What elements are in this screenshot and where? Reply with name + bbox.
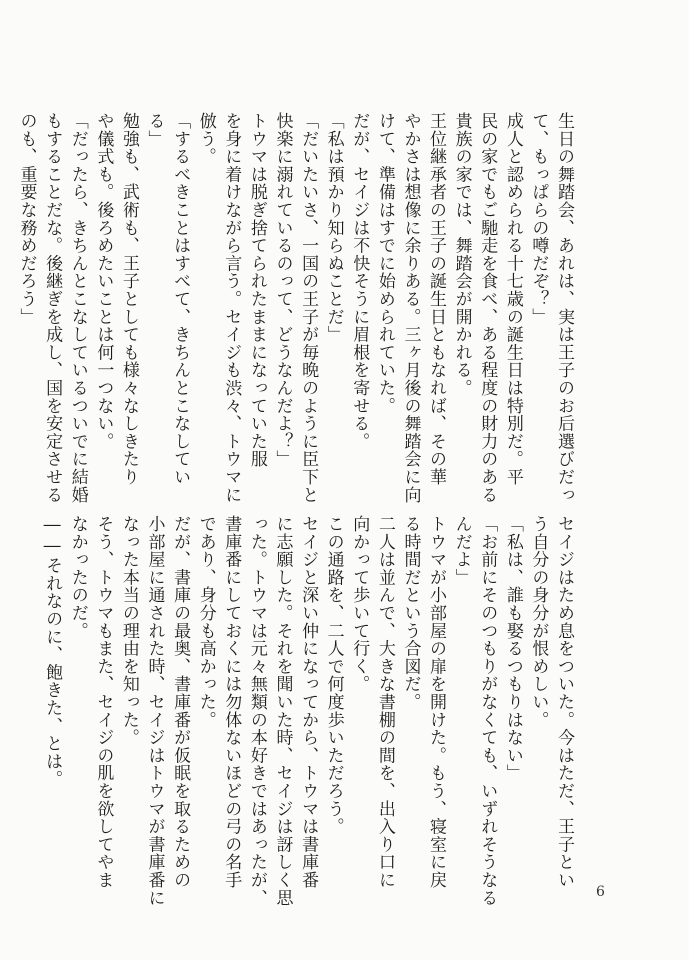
- text-line: に志願した。それを聞いた時、セイジは訝しく思: [272, 515, 293, 907]
- text-line: 二人は並んで、大きな書棚の間を、出入り口に: [374, 515, 395, 889]
- text-line: 生日の舞踏会、あれは、実は王子のお后選びだっ: [554, 112, 574, 504]
- text-line: 勉強も、武術も、王子としても様々なしきたり: [118, 112, 139, 486]
- text-line: 快楽に溺れているのって、どうなんだよ？」: [272, 112, 293, 468]
- text-line: る時間だという合図だ。: [400, 515, 421, 711]
- text-line: う自分の身分が恨めしい。: [528, 515, 549, 729]
- text-line: だが、セイジは不快そうに眉根を寄せる。: [349, 112, 370, 451]
- text-line: トウマが小部屋の扉を開けた。もう、寝室に戻: [426, 515, 447, 889]
- text-line: そう、トウマもまた、セイジの肌を欲してやま: [93, 515, 114, 889]
- text-line: 「私は、誰も娶るつもりはない」: [502, 515, 523, 782]
- text-line: 貴族の家では、舞踏会が開かれる。: [451, 112, 472, 397]
- text-line: 「だいたいさ、一国の王子が毎晩のように臣下と: [298, 112, 319, 504]
- text-line: であり、身分も高かった。: [195, 515, 216, 729]
- text-line: る」: [144, 112, 165, 148]
- text-line: った。トウマは元々無類の本好きではあったが、: [246, 515, 267, 907]
- text-line: 向かって歩いて行く。: [349, 515, 370, 693]
- text-line: 「するべきことはすべて、きちんとこなしてい: [170, 112, 191, 486]
- page-number: 6: [596, 884, 605, 900]
- text-line: ――それなのに、飽きた、とは。: [42, 515, 63, 788]
- text-line: この通路を、二人で何度歩いただろう。: [323, 515, 344, 836]
- text-line: んだよ」: [451, 515, 472, 587]
- text-line: やかさは想像に余りある。三ヶ月後の舞踏会に向: [400, 112, 421, 504]
- text-line: 「私は預かり知らぬことだ」: [323, 112, 344, 344]
- text-line: 民の家でもご馳走を食べ、ある程度の財力のある: [477, 112, 498, 504]
- text-line: 小部屋に通された時、セイジはトウマが書庫番に: [144, 515, 165, 907]
- text-line: 「お前にそのつもりがなくても、いずれそうなる: [477, 515, 498, 907]
- text-line: なった本当の理由を知った。: [118, 515, 139, 747]
- text-line: 書庫番にしておくには勿体ないほどの弓の名手: [221, 515, 242, 889]
- text-line: や儀式も。後ろめたいことは何一つない。: [93, 112, 114, 451]
- text-line: もすることだな。後継ぎを成し、国を安定させる: [42, 112, 63, 504]
- text-line: トウマは脱ぎ捨てられたままになっていた服: [246, 112, 267, 468]
- text-line: 成人と認められる十七歳の誕生日は特別だ。平: [502, 112, 523, 486]
- text-line: セイジと深い仲になってから、トウマは書庫番: [298, 515, 319, 889]
- text-line: だが、書庫の最奥、書庫番が仮眠を取るための: [170, 515, 191, 889]
- text-line: 倣う。: [195, 112, 216, 166]
- text-line: けて、準備はすでに始められていた。: [374, 112, 395, 415]
- text-line: て、もっぱらの噂だぞ？」: [528, 112, 549, 326]
- text-line: セイジはため息をついた。今はただ、王子とい: [554, 515, 574, 889]
- text-block-upper: [16, 112, 576, 504]
- text-line: なかったのだ。: [67, 515, 88, 640]
- text-line: 王位継承者の王子の誕生日ともなれば、その華: [426, 112, 447, 486]
- text-line: を身に着けながら言う。セイジも渋々、トウマに: [221, 112, 242, 504]
- text-line: のも、重要な務めだろう」: [16, 112, 37, 326]
- text-line: 「だったら、きちんとこなしているついでに結婚: [67, 112, 88, 504]
- text-block-lower: [42, 515, 576, 907]
